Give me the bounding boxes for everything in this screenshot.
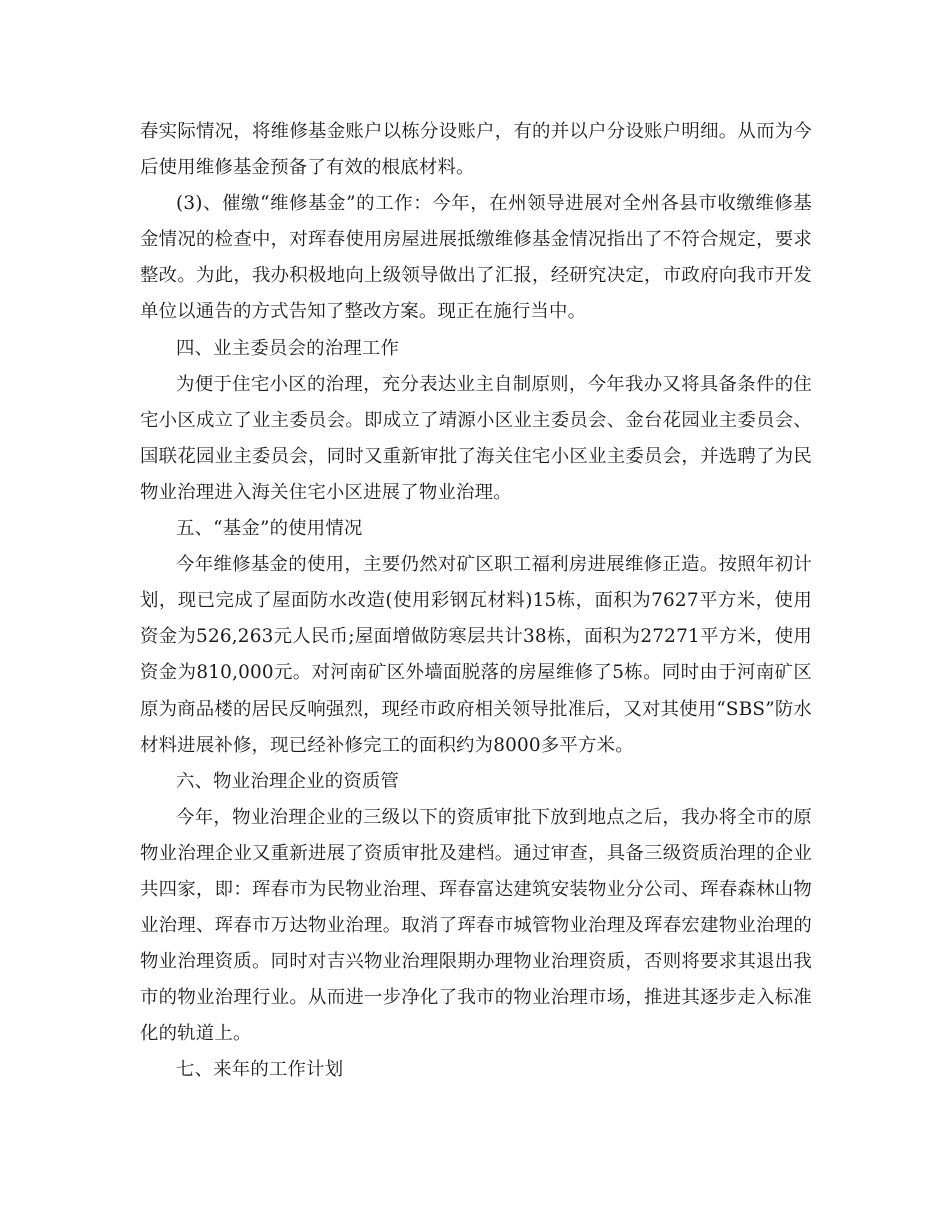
paragraph-2: (3)、催缴“维修基金”的工作：今年，在州领导进展对全州各县市收缴维修基金情况的检查中，对珲春使用房屋进展抵缴维修基金情况指出了不符合规定，要求整改。为此，我办积极地向上级领导做出了汇报，经研究决定，市政府向我市开发单位以通告的方式告知了整改方案。现正在施行当中。	[140, 193, 812, 323]
section-heading-6: 六、物业治理企业的资质管	[176, 770, 400, 792]
paragraph-3: 为便于住宅小区的治理，充分表达业主自制原则，今年我办又将具备条件的住宅小区成立了业主委员会。即成立了靖源小区业主委员会、金台花园业主委员会、国联花园业主委员会，同时又重新审批了海关住宅小区业主委员会，并选聘了为民物业治理进入海关住宅小区进展了物业治理。	[140, 373, 812, 503]
section-heading-5: 五、“基金”的使用情况	[176, 518, 363, 540]
paragraph-1: 春实际情况，将维修基金账户以栋分设账户，有的并以户分设账户明细。从而为今后使用维修基金预备了有效的根底材料。	[140, 121, 812, 179]
document-body	[140, 114, 812, 1089]
section-heading-7: 七、来年的工作计划	[176, 1059, 344, 1081]
section-heading-4: 四、业主委员会的治理工作	[176, 337, 400, 359]
paragraph-5: 今年，物业治理企业的三级以下的资质审批下放到地点之后，我办将全市的原物业治理企业又重新进展了资质审批及建档。通过审查，具备三级资质治理的企业共四家，即：珲春市为民物业治理、珲春富达建筑安装物业分公司、珲春森林山物业治理、珲春市万达物业治理。取消了珲春市城管物业治理及珲春宏建物业治理的物业治理资质。同时对吉兴物业治理限期办理物业治理资质，否则将要求其退出我市的物业治理行业。从而进一步净化了我市的物业治理市场，推进其逐步走入标准化的轨道上。	[140, 806, 812, 1045]
paragraph-4: 今年维修基金的使用，主要仍然对矿区职工福利房进展维修正造。按照年初计划，现已完成了屋面防水改造(使用彩钢瓦材料)15栋，面积为7627平方米，使用资金为526,263元人民币;屋面增做防寒层共计38栋，面积为27271平方米，使用资金为810,000元。对河南矿区外墙面脱落的房屋维修了5栋。同时由于河南矿区原为商品楼的居民反响强烈，现经市政府相关领导批准后，又对其使用“SBS”防水材料进展补修，现已经补修完工的面积约为8000多平方米。	[140, 554, 813, 756]
